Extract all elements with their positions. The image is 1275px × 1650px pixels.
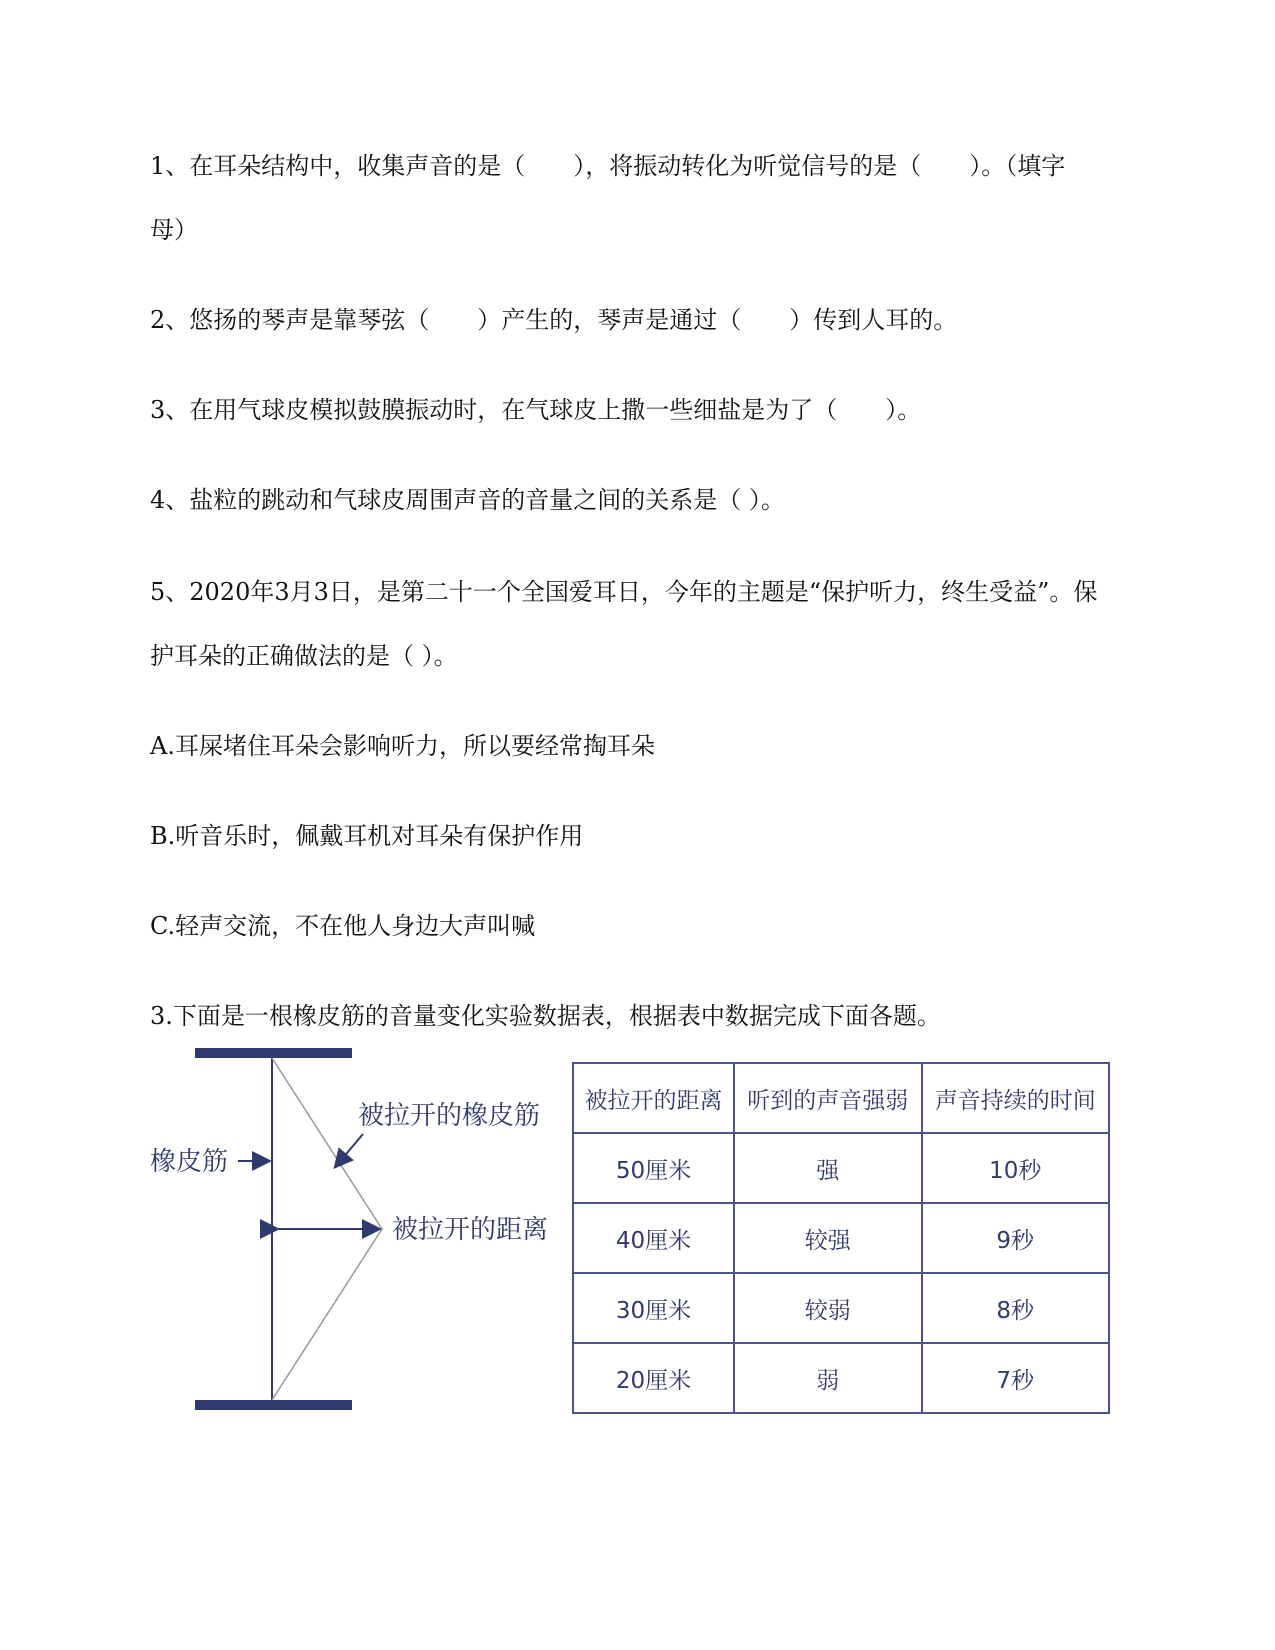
option-b: B.听音乐时，佩戴耳机对耳朵有保护作用 — [150, 822, 584, 850]
question-3: 3、在用气球皮模拟鼓膜振动时，在气球皮上撒一些细盐是为了（ ）。 — [150, 396, 922, 424]
table-cell: 较弱 — [734, 1273, 921, 1343]
rubber-band-svg — [150, 1048, 550, 1414]
table-cell: 较强 — [734, 1203, 921, 1273]
table-header: 听到的声音强弱 — [734, 1063, 921, 1133]
table-header-row — [573, 1063, 1109, 1133]
question-5-line-2: 护耳朵的正确做法的是（ ）。 — [150, 642, 458, 670]
table-cell: 50厘米 — [573, 1133, 734, 1203]
question-2: 2、悠扬的琴声是靠琴弦（ ）产生的，琴声是通过（ ）传到人耳的。 — [150, 306, 958, 334]
option-c: C.轻声交流，不在他人身边大声叫喊 — [150, 912, 536, 940]
table-row — [573, 1343, 1109, 1413]
question-5-line-1: 5、2020年3月3日，是第二十一个全国爱耳日，今年的主题是“保护听力，终生受益”。保 — [150, 578, 1098, 606]
label-band: 橡皮筋 — [150, 1147, 229, 1177]
table-row — [573, 1273, 1109, 1343]
table-cell: 强 — [734, 1133, 921, 1203]
stretched-band-arrow — [336, 1134, 363, 1166]
top-bar — [195, 1048, 352, 1058]
table-row — [573, 1203, 1109, 1273]
table-cell: 20厘米 — [573, 1343, 734, 1413]
question-1-line-2: 母） — [150, 216, 198, 244]
table-cell: 9秒 — [922, 1203, 1110, 1273]
table-cell: 7秒 — [922, 1343, 1110, 1413]
table-cell: 10秒 — [922, 1133, 1110, 1203]
experiment-data-table — [572, 1062, 1110, 1414]
table-cell: 30厘米 — [573, 1273, 734, 1343]
table-cell: 8秒 — [922, 1273, 1110, 1343]
question-1-line-1: 1、在耳朵结构中，收集声音的是（ ），将振动转化为听觉信号的是（ ）。（填字 — [150, 152, 1066, 180]
table-cell: 40厘米 — [573, 1203, 734, 1273]
table-header: 声音持续的时间 — [922, 1063, 1110, 1133]
label-stretched-band: 被拉开的橡皮筋 — [358, 1101, 541, 1131]
question-4: 4、盐粒的跳动和气球皮周围声音的音量之间的关系是（ ）。 — [150, 486, 785, 514]
option-a: A.耳屎堵住耳朵会影响听力，所以要经常掏耳朵 — [150, 732, 655, 760]
bottom-bar — [195, 1400, 352, 1410]
table-cell: 弱 — [734, 1343, 921, 1413]
rubber-band-diagram — [150, 1048, 550, 1414]
section-3-heading: 3.下面是一根橡皮筋的音量变化实验数据表，根据表中数据完成下面各题。 — [150, 1002, 941, 1030]
table-header: 被拉开的距离 — [573, 1063, 734, 1133]
label-distance: 被拉开的距离 — [392, 1215, 549, 1245]
table-row — [573, 1133, 1109, 1203]
